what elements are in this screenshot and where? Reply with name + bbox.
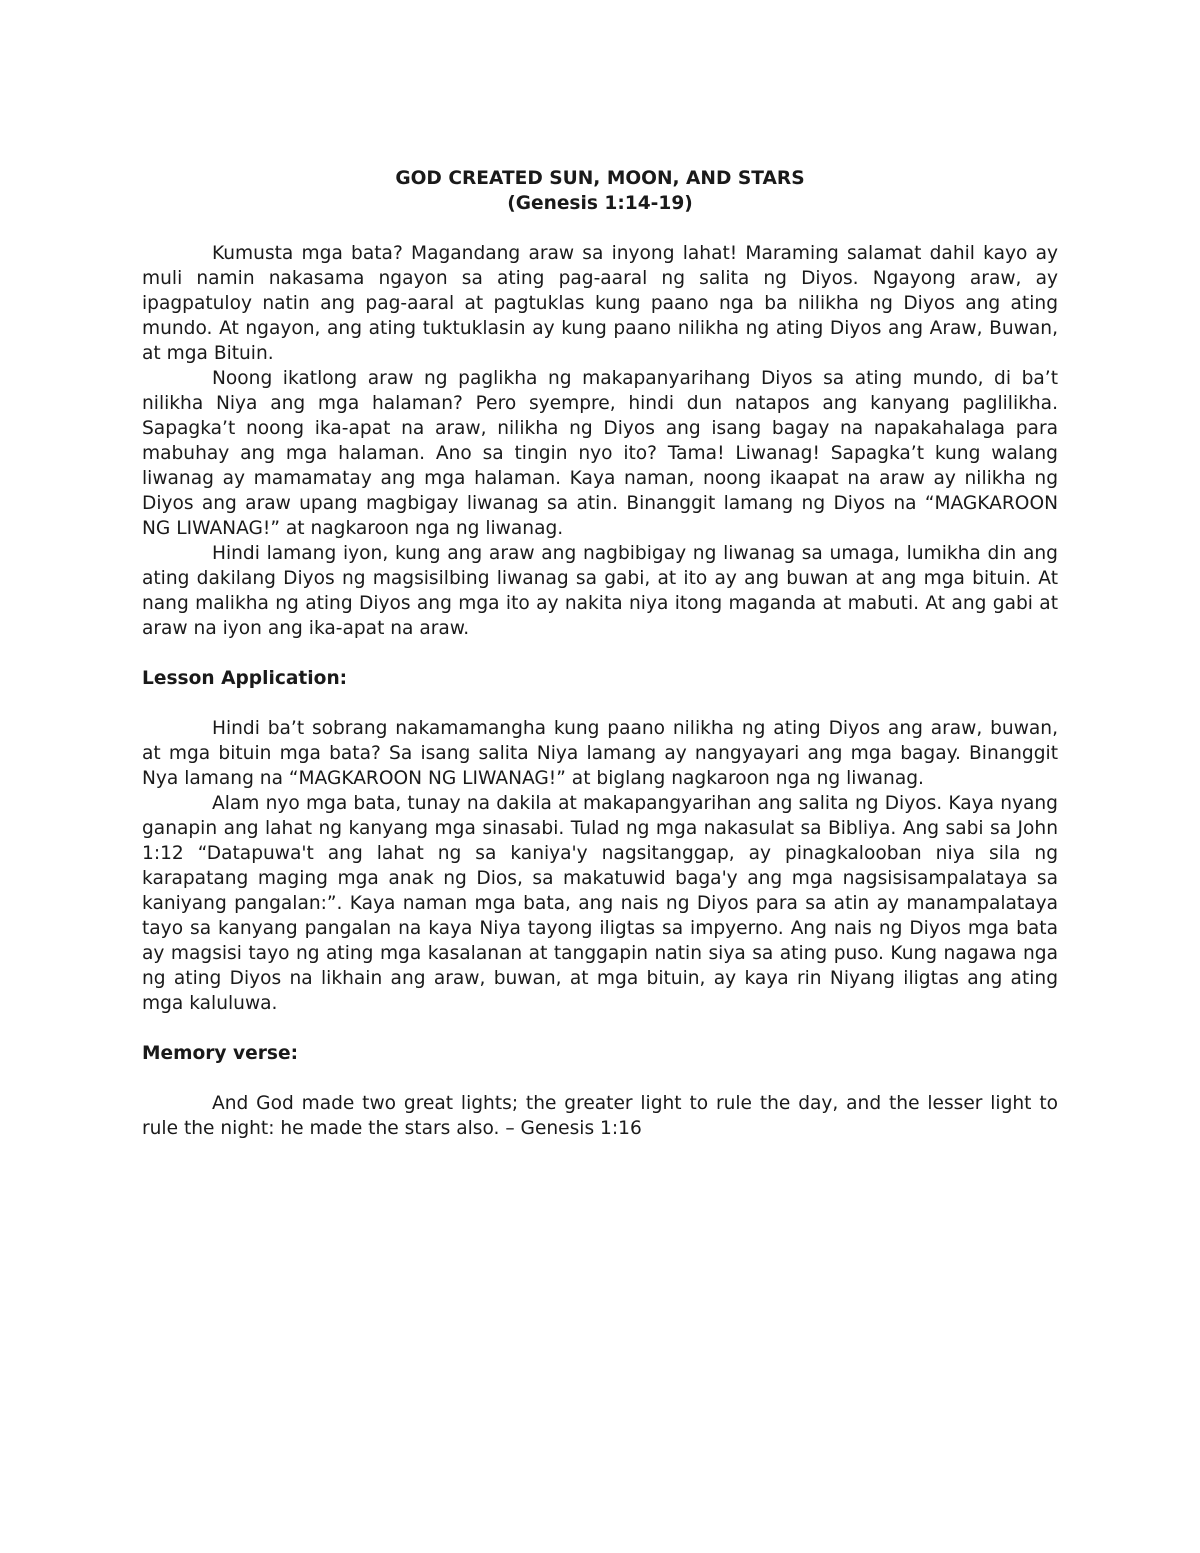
intro-paragraph-1: Kumusta mga bata? Magandang araw sa inyong lahat! Maraming salamat dahil kayo ay muli namin nakasama ngayon sa ating pag-aaral ng salita ng Diyos. Ngayong araw, ay ipagpatuloy natin ang pag-aaral at pagtuklas kung paano nga ba nilikha ng Diyos ang ating mundo. At ngayon, ang ating tuktuklasin ay kung paano nilikha ng ating Diyos ang Araw, Buwan, at mga Bituin. xyxy=(142,243,1058,364)
lesson-paragraph-2: Alam nyo mga bata, tunay na dakila at makapangyarihan ang salita ng Diyos. Kaya nyang ganapin ang lahat ng kanyang mga sinasabi. Tulad ng mga nakasulat sa Bibliya. Ang sabi sa John 1:12 “Datapuwa't ang lahat ng sa kaniya'y nagsitanggap, ay pinagkalooban niya sila ng karapatang maging mga anak ng Dios, sa makatuwid baga'y ang mga nagsisisampalataya sa kaniyang pangalan:”. Kaya naman mga bata, ang nais ng Diyos para sa atin ay manampalataya tayo sa kanyang pangalan na kaya Niya tayong iligtas sa impyerno. Ang nais ng Diyos mga bata ay magsisi tayo ng ating mga kasalanan at tanggapin natin siya sa ating puso. Kung nagawa nga ng ating Diyos na likhain ang araw, buwan, at mga bituin, ay kaya rin Niyang iligtas ang ating mga kaluluwa. xyxy=(142,793,1058,1014)
lesson-paragraph-1: Hindi ba’t sobrang nakamamangha kung paano nilikha ng ating Diyos ang araw, buwan, at mga bituin mga bata? Sa isang salita Niya lamang ay nangyayari ang mga bagay. Binanggit Nya lamang na “MAGKAROON NG LIWANAG!” at biglang nagkaroon nga ng liwanag. xyxy=(142,718,1058,789)
document-page xyxy=(142,166,1058,1141)
intro-paragraph-3: Hindi lamang iyon, kung ang araw ang nagbibigay ng liwanag sa umaga, lumikha din ang ating dakilang Diyos ng magsisilbing liwanag sa gabi, at ito ay ang buwan at ang mga bituin. At nang malikha ng ating Diyos ang mga ito ay nakita niya itong maganda at mabuti. At ang gabi at araw na iyon ang ika-apat na araw. xyxy=(142,543,1058,639)
intro-paragraph-2: Noong ikatlong araw ng paglikha ng makapanyarihang Diyos sa ating mundo, di ba’t nilikha Niya ang mga halaman? Pero syempre, hindi dun natapos ang kanyang paglilikha. Sapagka’t noong ika-apat na araw, nilikha ng Diyos ang isang bagay na napakahalaga para mabuhay ang mga halaman. Ano sa tingin nyo ito? Tama! Liwanag! Sapagka’t kung walang liwanag ay mamamatay ang mga halaman. Kaya naman, noong ikaapat na araw ay nilikha ng Diyos ang araw upang magbigay liwanag sa atin. Binanggit lamang ng Diyos na “MAGKAROON NG LIWANAG!” at nagkaroon nga ng liwanag. xyxy=(142,368,1058,539)
memory-verse-text: And God made two great lights; the greater light to rule the day, and the lesser light to rule the night: he made the stars also. – Genesis 1:16 xyxy=(142,1093,1058,1139)
scripture-reference: (Genesis 1:14-19) xyxy=(507,193,693,214)
document-title: GOD CREATED SUN, MOON, AND STARS xyxy=(395,168,805,189)
lesson-application-heading: Lesson Application: xyxy=(142,668,348,689)
memory-verse-heading: Memory verse: xyxy=(142,1043,299,1064)
